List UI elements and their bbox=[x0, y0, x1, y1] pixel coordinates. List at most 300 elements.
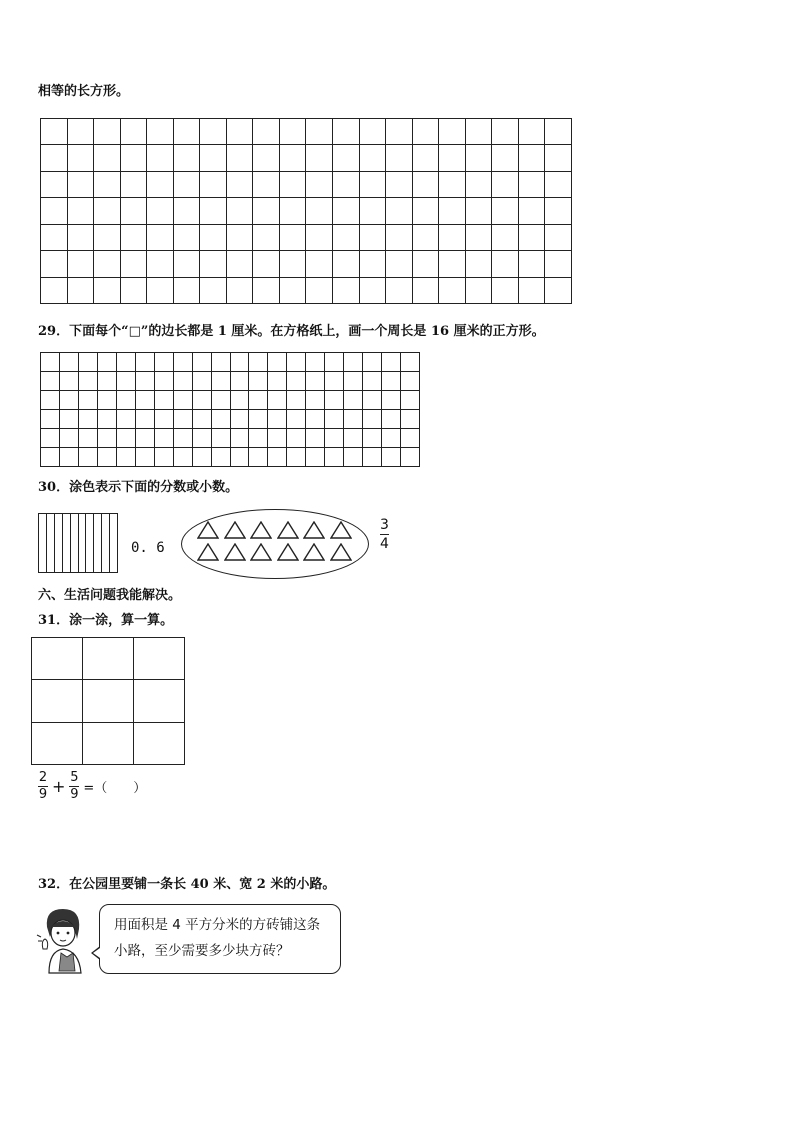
grid-cell[interactable] bbox=[68, 145, 95, 171]
grid-cell[interactable] bbox=[41, 251, 68, 277]
grid-cell[interactable] bbox=[466, 119, 493, 145]
grid-cell[interactable] bbox=[193, 429, 212, 448]
grid-cell[interactable] bbox=[147, 251, 174, 277]
grid-cell[interactable] bbox=[155, 391, 174, 410]
grid-cell[interactable] bbox=[519, 251, 546, 277]
grid-cell[interactable] bbox=[344, 429, 363, 448]
grid-cell[interactable] bbox=[466, 251, 493, 277]
grid-cell[interactable] bbox=[227, 145, 254, 171]
grid-cell[interactable] bbox=[287, 410, 306, 429]
grid-cell[interactable] bbox=[174, 353, 193, 372]
triangle-shape[interactable] bbox=[330, 521, 352, 539]
grid-cell[interactable] bbox=[136, 448, 155, 467]
grid-cell[interactable] bbox=[413, 172, 440, 198]
grid-cell[interactable] bbox=[32, 723, 83, 765]
grid-cell[interactable] bbox=[94, 198, 121, 224]
fraction-a-numerator: 2 bbox=[38, 770, 48, 785]
grid-cell[interactable] bbox=[360, 119, 387, 145]
grid-cell[interactable] bbox=[333, 251, 360, 277]
grid-cell[interactable] bbox=[68, 172, 95, 198]
girl-illustration bbox=[35, 905, 89, 975]
grid-cell[interactable] bbox=[545, 119, 572, 145]
grid-cell[interactable] bbox=[306, 410, 325, 429]
grid-cell[interactable] bbox=[174, 251, 201, 277]
grid-cell[interactable] bbox=[227, 278, 254, 304]
grid-cell[interactable] bbox=[439, 278, 466, 304]
grid-cell[interactable] bbox=[117, 372, 136, 391]
grid-cell[interactable] bbox=[174, 410, 193, 429]
grid-cell[interactable] bbox=[333, 172, 360, 198]
grid-cell[interactable] bbox=[193, 372, 212, 391]
grid-cell[interactable] bbox=[134, 638, 185, 680]
grid-cell[interactable] bbox=[200, 225, 227, 251]
grid-cell[interactable] bbox=[174, 448, 193, 467]
grid-cell[interactable] bbox=[466, 145, 493, 171]
grid-cell[interactable] bbox=[306, 225, 333, 251]
grid-cell[interactable] bbox=[519, 145, 546, 171]
triangle-shape[interactable] bbox=[250, 521, 272, 539]
grid-cell[interactable] bbox=[382, 410, 401, 429]
grid-cell[interactable] bbox=[401, 448, 420, 467]
grid-cell[interactable] bbox=[68, 119, 95, 145]
grid-cell[interactable] bbox=[280, 172, 307, 198]
grid-cell[interactable] bbox=[117, 429, 136, 448]
grid-cell[interactable] bbox=[136, 391, 155, 410]
grid-cell[interactable] bbox=[413, 251, 440, 277]
grid-cell[interactable] bbox=[466, 278, 493, 304]
triangle-shape[interactable] bbox=[277, 521, 299, 539]
grid-cell[interactable] bbox=[306, 391, 325, 410]
grid-cell[interactable] bbox=[227, 198, 254, 224]
grid-cell[interactable] bbox=[386, 172, 413, 198]
grid-cell[interactable] bbox=[249, 391, 268, 410]
bubble-tail-inner bbox=[93, 948, 100, 958]
grid-cell[interactable] bbox=[174, 429, 193, 448]
grid-cell[interactable] bbox=[41, 429, 60, 448]
grid-cell[interactable] bbox=[360, 198, 387, 224]
grid-cell[interactable] bbox=[280, 225, 307, 251]
decimal-label: 0. 6 bbox=[131, 540, 165, 556]
grid-cell[interactable] bbox=[174, 225, 201, 251]
grid-cell[interactable] bbox=[545, 172, 572, 198]
grid-cell[interactable] bbox=[413, 119, 440, 145]
grid-cell[interactable] bbox=[401, 353, 420, 372]
grid-cell[interactable] bbox=[401, 429, 420, 448]
grid-cell[interactable] bbox=[147, 172, 174, 198]
grid-cell[interactable] bbox=[519, 198, 546, 224]
question-29-text: 29．下面每个“□”的边长都是 1 厘米。在方格纸上，画一个周长是 16 厘米的正方形。 bbox=[38, 324, 545, 339]
grid-cell[interactable] bbox=[94, 119, 121, 145]
grid-cell[interactable] bbox=[492, 172, 519, 198]
grid-cell[interactable] bbox=[280, 251, 307, 277]
grid-cell[interactable] bbox=[249, 410, 268, 429]
grid-cell[interactable] bbox=[519, 172, 546, 198]
grid-cell[interactable] bbox=[439, 251, 466, 277]
grid-cell[interactable] bbox=[94, 145, 121, 171]
grid-cell[interactable] bbox=[117, 353, 136, 372]
grid-cell[interactable] bbox=[363, 372, 382, 391]
grid-cell[interactable] bbox=[306, 372, 325, 391]
grid-cell[interactable] bbox=[306, 119, 333, 145]
triangle-shape[interactable] bbox=[303, 521, 325, 539]
grid-cell[interactable] bbox=[413, 278, 440, 304]
grid-cell[interactable] bbox=[41, 448, 60, 467]
grid-cell[interactable] bbox=[386, 198, 413, 224]
grid-cell[interactable] bbox=[382, 429, 401, 448]
grid-cell[interactable] bbox=[386, 119, 413, 145]
grid-cell[interactable] bbox=[200, 198, 227, 224]
grid-cell[interactable] bbox=[439, 198, 466, 224]
grid-cell[interactable] bbox=[439, 119, 466, 145]
grid-cell[interactable] bbox=[466, 198, 493, 224]
grid-cell[interactable] bbox=[41, 278, 68, 304]
grid-cell[interactable] bbox=[287, 372, 306, 391]
grid-cell[interactable] bbox=[174, 278, 201, 304]
grid-cell[interactable] bbox=[325, 353, 344, 372]
grid-cell[interactable] bbox=[68, 225, 95, 251]
grid-cell[interactable] bbox=[363, 410, 382, 429]
grid-cell[interactable] bbox=[200, 145, 227, 171]
grid-cell[interactable] bbox=[121, 119, 148, 145]
grid-cell[interactable] bbox=[268, 429, 287, 448]
grid-cell[interactable] bbox=[193, 410, 212, 429]
grid-cell[interactable] bbox=[492, 278, 519, 304]
fraction-a bbox=[38, 771, 48, 802]
grid-cell[interactable] bbox=[466, 172, 493, 198]
grid-cell[interactable] bbox=[212, 448, 231, 467]
grid-cell[interactable] bbox=[68, 198, 95, 224]
grid-cell[interactable] bbox=[79, 353, 98, 372]
grid-cell[interactable] bbox=[117, 448, 136, 467]
grid-cell[interactable] bbox=[363, 353, 382, 372]
grid-cell[interactable] bbox=[231, 372, 250, 391]
grid-cell[interactable] bbox=[306, 172, 333, 198]
grid-cell[interactable] bbox=[253, 251, 280, 277]
grid-cell[interactable] bbox=[325, 410, 344, 429]
grid-cell[interactable] bbox=[268, 410, 287, 429]
grid-cell[interactable] bbox=[98, 391, 117, 410]
grid-cell[interactable] bbox=[134, 680, 185, 722]
question-28-tail: 相等的长方形。 bbox=[38, 84, 130, 99]
grid-cell[interactable] bbox=[360, 278, 387, 304]
grid-3x3-q31[interactable] bbox=[31, 637, 185, 765]
grid-cell[interactable] bbox=[545, 145, 572, 171]
grid-cell[interactable] bbox=[79, 410, 98, 429]
triangle-shape[interactable] bbox=[224, 521, 246, 539]
grid-cell[interactable] bbox=[41, 391, 60, 410]
grid-cell[interactable] bbox=[344, 448, 363, 467]
grid-cell[interactable] bbox=[306, 278, 333, 304]
grid-cell[interactable] bbox=[287, 429, 306, 448]
grid-cell[interactable] bbox=[60, 391, 79, 410]
grid-cell[interactable] bbox=[98, 353, 117, 372]
grid-cell[interactable] bbox=[439, 225, 466, 251]
grid-cell[interactable] bbox=[83, 723, 134, 765]
grid-cell[interactable] bbox=[386, 251, 413, 277]
grid-cell[interactable] bbox=[360, 251, 387, 277]
grid-cell[interactable] bbox=[32, 638, 83, 680]
grid-cell[interactable] bbox=[121, 278, 148, 304]
grid-cell[interactable] bbox=[519, 225, 546, 251]
grid-cell[interactable] bbox=[344, 410, 363, 429]
grid-cell[interactable] bbox=[287, 353, 306, 372]
grid-cell[interactable] bbox=[413, 225, 440, 251]
grid-cell[interactable] bbox=[268, 448, 287, 467]
grid-cell[interactable] bbox=[98, 372, 117, 391]
grid-cell[interactable] bbox=[253, 198, 280, 224]
grid-cell[interactable] bbox=[227, 119, 254, 145]
grid-cell[interactable] bbox=[545, 225, 572, 251]
fraction-b bbox=[69, 771, 79, 802]
triangle-shape[interactable] bbox=[197, 543, 219, 561]
grid-cell[interactable] bbox=[386, 278, 413, 304]
answer-blank[interactable]: =（ ） bbox=[83, 781, 147, 796]
grid-cell[interactable] bbox=[41, 225, 68, 251]
grid-cell[interactable] bbox=[147, 145, 174, 171]
grid-cell[interactable] bbox=[492, 145, 519, 171]
grid-cell[interactable] bbox=[117, 391, 136, 410]
grid-cell[interactable] bbox=[231, 391, 250, 410]
grid-cell[interactable] bbox=[200, 172, 227, 198]
grid-cell[interactable] bbox=[386, 145, 413, 171]
grid-cell[interactable] bbox=[492, 251, 519, 277]
grid-cell[interactable] bbox=[280, 145, 307, 171]
striped-rectangle[interactable] bbox=[38, 513, 118, 573]
grid-cell[interactable] bbox=[344, 391, 363, 410]
grid-cell[interactable] bbox=[68, 278, 95, 304]
grid-cell[interactable] bbox=[253, 145, 280, 171]
grid-cell[interactable] bbox=[174, 372, 193, 391]
grid-cell[interactable] bbox=[344, 353, 363, 372]
grid-cell[interactable] bbox=[79, 448, 98, 467]
bubble-line-2: 小路，至少需要多少块方砖？ bbox=[114, 943, 290, 959]
grid-cell[interactable] bbox=[344, 372, 363, 391]
grid-cell[interactable] bbox=[363, 448, 382, 467]
grid-cell[interactable] bbox=[253, 225, 280, 251]
triangle-shape[interactable] bbox=[250, 543, 272, 561]
grid-cell[interactable] bbox=[333, 225, 360, 251]
grid-cell[interactable] bbox=[155, 410, 174, 429]
grid-cell[interactable] bbox=[401, 410, 420, 429]
grid-paper-q29[interactable] bbox=[40, 352, 420, 467]
grid-cell[interactable] bbox=[136, 372, 155, 391]
grid-cell[interactable] bbox=[60, 429, 79, 448]
grid-cell[interactable] bbox=[41, 119, 68, 145]
grid-paper-q28[interactable] bbox=[40, 118, 572, 304]
fraction-sum-formula bbox=[38, 771, 146, 802]
grid-cell[interactable] bbox=[41, 145, 68, 171]
grid-cell[interactable] bbox=[94, 278, 121, 304]
grid-cell[interactable] bbox=[94, 251, 121, 277]
grid-cell[interactable] bbox=[212, 410, 231, 429]
grid-cell[interactable] bbox=[360, 172, 387, 198]
grid-cell[interactable] bbox=[200, 278, 227, 304]
grid-cell[interactable] bbox=[121, 172, 148, 198]
grid-cell[interactable] bbox=[382, 391, 401, 410]
grid-cell[interactable] bbox=[121, 225, 148, 251]
triangle-shape[interactable] bbox=[330, 543, 352, 561]
grid-cell[interactable] bbox=[439, 145, 466, 171]
grid-cell[interactable] bbox=[268, 372, 287, 391]
grid-cell[interactable] bbox=[41, 172, 68, 198]
fraction-numerator: 3 bbox=[380, 517, 389, 533]
grid-cell[interactable] bbox=[227, 225, 254, 251]
grid-cell[interactable] bbox=[519, 278, 546, 304]
grid-cell[interactable] bbox=[306, 429, 325, 448]
grid-cell[interactable] bbox=[325, 429, 344, 448]
grid-cell[interactable] bbox=[147, 198, 174, 224]
grid-cell[interactable] bbox=[174, 145, 201, 171]
grid-cell[interactable] bbox=[60, 372, 79, 391]
grid-cell[interactable] bbox=[287, 391, 306, 410]
grid-cell[interactable] bbox=[212, 353, 231, 372]
grid-cell[interactable] bbox=[121, 145, 148, 171]
grid-cell[interactable] bbox=[306, 251, 333, 277]
grid-cell[interactable] bbox=[41, 353, 60, 372]
grid-cell[interactable] bbox=[466, 225, 493, 251]
grid-cell[interactable] bbox=[253, 278, 280, 304]
grid-cell[interactable] bbox=[249, 448, 268, 467]
grid-cell[interactable] bbox=[60, 448, 79, 467]
grid-cell[interactable] bbox=[155, 372, 174, 391]
grid-cell[interactable] bbox=[41, 372, 60, 391]
grid-cell[interactable] bbox=[94, 172, 121, 198]
grid-cell[interactable] bbox=[249, 372, 268, 391]
grid-cell[interactable] bbox=[41, 410, 60, 429]
grid-cell[interactable] bbox=[147, 225, 174, 251]
grid-cell[interactable] bbox=[519, 119, 546, 145]
triangle-shape[interactable] bbox=[303, 543, 325, 561]
grid-cell[interactable] bbox=[280, 278, 307, 304]
grid-cell[interactable] bbox=[193, 448, 212, 467]
grid-cell[interactable] bbox=[280, 119, 307, 145]
grid-cell[interactable] bbox=[382, 372, 401, 391]
triangle-shape[interactable] bbox=[277, 543, 299, 561]
grid-cell[interactable] bbox=[79, 372, 98, 391]
grid-cell[interactable] bbox=[41, 198, 68, 224]
grid-cell[interactable] bbox=[287, 448, 306, 467]
grid-cell[interactable] bbox=[545, 278, 572, 304]
grid-cell[interactable] bbox=[32, 680, 83, 722]
grid-cell[interactable] bbox=[212, 429, 231, 448]
grid-cell[interactable] bbox=[333, 119, 360, 145]
grid-cell[interactable] bbox=[413, 198, 440, 224]
grid-cell[interactable] bbox=[60, 353, 79, 372]
grid-cell[interactable] bbox=[227, 251, 254, 277]
grid-cell[interactable] bbox=[136, 429, 155, 448]
grid-cell[interactable] bbox=[147, 119, 174, 145]
grid-cell[interactable] bbox=[253, 172, 280, 198]
triangle-shape[interactable] bbox=[197, 521, 219, 539]
grid-cell[interactable] bbox=[280, 198, 307, 224]
grid-cell[interactable] bbox=[136, 410, 155, 429]
grid-cell[interactable] bbox=[231, 410, 250, 429]
grid-cell[interactable] bbox=[231, 448, 250, 467]
grid-cell[interactable] bbox=[545, 198, 572, 224]
grid-cell[interactable] bbox=[386, 225, 413, 251]
grid-cell[interactable] bbox=[360, 225, 387, 251]
grid-cell[interactable] bbox=[98, 410, 117, 429]
grid-cell[interactable] bbox=[83, 638, 134, 680]
grid-cell[interactable] bbox=[268, 391, 287, 410]
grid-cell[interactable] bbox=[253, 119, 280, 145]
grid-cell[interactable] bbox=[136, 353, 155, 372]
fraction-label bbox=[380, 517, 389, 552]
grid-cell[interactable] bbox=[363, 429, 382, 448]
grid-cell[interactable] bbox=[98, 448, 117, 467]
grid-cell[interactable] bbox=[333, 145, 360, 171]
grid-cell[interactable] bbox=[212, 372, 231, 391]
grid-cell[interactable] bbox=[79, 391, 98, 410]
grid-cell[interactable] bbox=[174, 119, 201, 145]
grid-cell[interactable] bbox=[325, 372, 344, 391]
triangle-shape[interactable] bbox=[224, 543, 246, 561]
grid-cell[interactable] bbox=[121, 198, 148, 224]
grid-cell[interactable] bbox=[174, 172, 201, 198]
grid-cell[interactable] bbox=[193, 353, 212, 372]
grid-cell[interactable] bbox=[249, 353, 268, 372]
grid-cell[interactable] bbox=[492, 119, 519, 145]
grid-cell[interactable] bbox=[227, 172, 254, 198]
grid-cell[interactable] bbox=[306, 145, 333, 171]
grid-cell[interactable] bbox=[363, 391, 382, 410]
grid-cell[interactable] bbox=[94, 225, 121, 251]
grid-cell[interactable] bbox=[545, 251, 572, 277]
grid-cell[interactable] bbox=[401, 372, 420, 391]
grid-cell[interactable] bbox=[231, 353, 250, 372]
grid-cell[interactable] bbox=[68, 251, 95, 277]
grid-cell[interactable] bbox=[60, 410, 79, 429]
grid-cell[interactable] bbox=[155, 353, 174, 372]
grid-cell[interactable] bbox=[174, 198, 201, 224]
grid-cell[interactable] bbox=[325, 391, 344, 410]
grid-cell[interactable] bbox=[492, 198, 519, 224]
grid-cell[interactable] bbox=[231, 429, 250, 448]
grid-cell[interactable] bbox=[134, 723, 185, 765]
grid-cell[interactable] bbox=[325, 448, 344, 467]
grid-cell[interactable] bbox=[200, 251, 227, 277]
grid-cell[interactable] bbox=[193, 391, 212, 410]
grid-cell[interactable] bbox=[306, 448, 325, 467]
grid-cell[interactable] bbox=[333, 198, 360, 224]
grid-cell[interactable] bbox=[439, 172, 466, 198]
grid-cell[interactable] bbox=[413, 145, 440, 171]
grid-cell[interactable] bbox=[117, 410, 136, 429]
grid-cell[interactable] bbox=[268, 353, 287, 372]
grid-cell[interactable] bbox=[382, 353, 401, 372]
grid-cell[interactable] bbox=[306, 353, 325, 372]
grid-cell[interactable] bbox=[492, 225, 519, 251]
grid-cell[interactable] bbox=[382, 448, 401, 467]
grid-cell[interactable] bbox=[121, 251, 148, 277]
grid-cell[interactable] bbox=[83, 680, 134, 722]
grid-cell[interactable] bbox=[401, 391, 420, 410]
grid-cell[interactable] bbox=[174, 391, 193, 410]
grid-cell[interactable] bbox=[212, 391, 231, 410]
grid-cell[interactable] bbox=[147, 278, 174, 304]
grid-cell[interactable] bbox=[360, 145, 387, 171]
grid-cell[interactable] bbox=[306, 198, 333, 224]
fraction-b-numerator: 5 bbox=[70, 770, 79, 785]
grid-cell[interactable] bbox=[200, 119, 227, 145]
grid-cell[interactable] bbox=[98, 429, 117, 448]
speech-bubble bbox=[99, 904, 341, 974]
grid-cell[interactable] bbox=[249, 429, 268, 448]
grid-cell[interactable] bbox=[155, 448, 174, 467]
grid-cell[interactable] bbox=[79, 429, 98, 448]
grid-cell[interactable] bbox=[155, 429, 174, 448]
grid-cell[interactable] bbox=[333, 278, 360, 304]
